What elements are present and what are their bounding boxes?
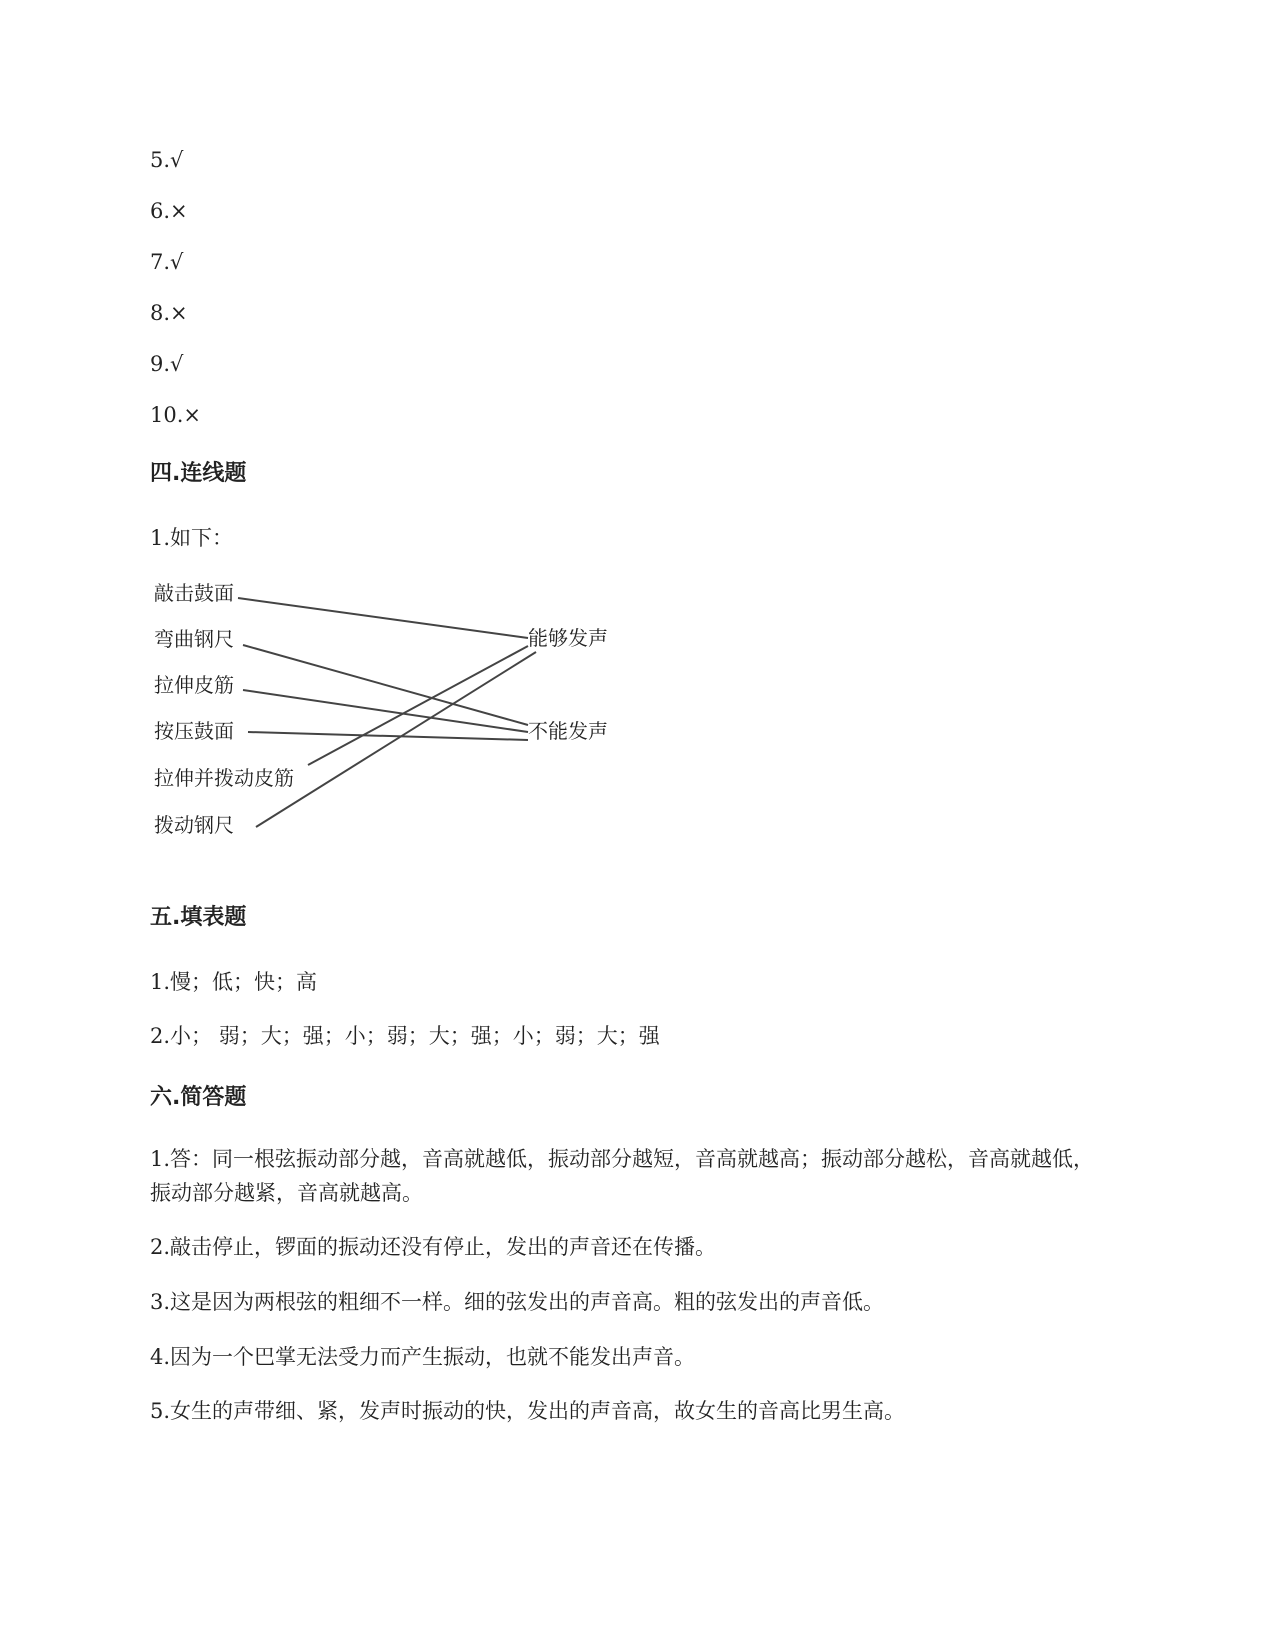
left-item-stretch-pluck-band: 拉伸并拨动皮筋 xyxy=(154,766,294,790)
left-item-knock-drum: 敲击鼓面 xyxy=(154,581,234,605)
fill-answer-1: 1.慢；低；快；高 xyxy=(150,970,318,994)
left-item-bend-ruler: 弯曲钢尺 xyxy=(154,627,234,651)
answer-9: 9.√ xyxy=(150,352,184,376)
section-title-fill-table: 五.填表题 xyxy=(150,905,247,930)
left-item-stretch-band: 拉伸皮筋 xyxy=(154,673,234,697)
answer-6: 6.× xyxy=(150,199,188,223)
right-item-cannot-sound: 不能发声 xyxy=(528,719,608,743)
short-answer-1: 1.答：同一根弦振动部分越，音高就越低，振动部分越短，音高就越高；振动部分越松，音高就越低，振动部分越紧，音高就越高。 xyxy=(150,1147,1095,1205)
left-item-press-drum: 按压鼓面 xyxy=(154,719,234,743)
matching-diagram xyxy=(150,581,650,885)
short-answer-3: 3.这是因为两根弦的粗细不一样。细的弦发出的声音高。粗的弦发出的声音低。 xyxy=(150,1290,885,1314)
link-stretch-pluck-band xyxy=(308,646,528,765)
matching-diagram-svg xyxy=(150,581,650,885)
right-item-can-sound: 能够发声 xyxy=(528,626,608,650)
answer-7: 7.√ xyxy=(150,250,184,274)
link-knock-drum xyxy=(238,598,528,638)
link-stretch-band xyxy=(243,690,528,732)
answer-10: 10.× xyxy=(150,403,201,427)
fill-answer-2: 2.小； 弱；大；强；小；弱；大；强；小；弱；大；强 xyxy=(150,1024,660,1048)
answer-5: 5.√ xyxy=(150,148,184,172)
link-press-drum xyxy=(248,732,528,740)
link-bend-ruler xyxy=(243,645,528,725)
short-answer-5: 5.女生的声带细、紧，发声时振动的快，发出的声音高，故女生的音高比男生高。 xyxy=(150,1399,906,1423)
matching-item-1: 1.如下： xyxy=(150,526,234,550)
left-item-pluck-ruler: 拨动钢尺 xyxy=(154,813,234,837)
short-answer-2: 2.敲击停止，锣面的振动还没有停止，发出的声音还在传播。 xyxy=(150,1235,717,1259)
answer-8: 8.× xyxy=(150,301,188,325)
short-answer-4: 4.因为一个巴掌无法受力而产生振动，也就不能发出声音。 xyxy=(150,1345,696,1369)
section-title-matching: 四.连线题 xyxy=(150,461,247,486)
section-title-short-answer: 六.简答题 xyxy=(150,1085,247,1110)
